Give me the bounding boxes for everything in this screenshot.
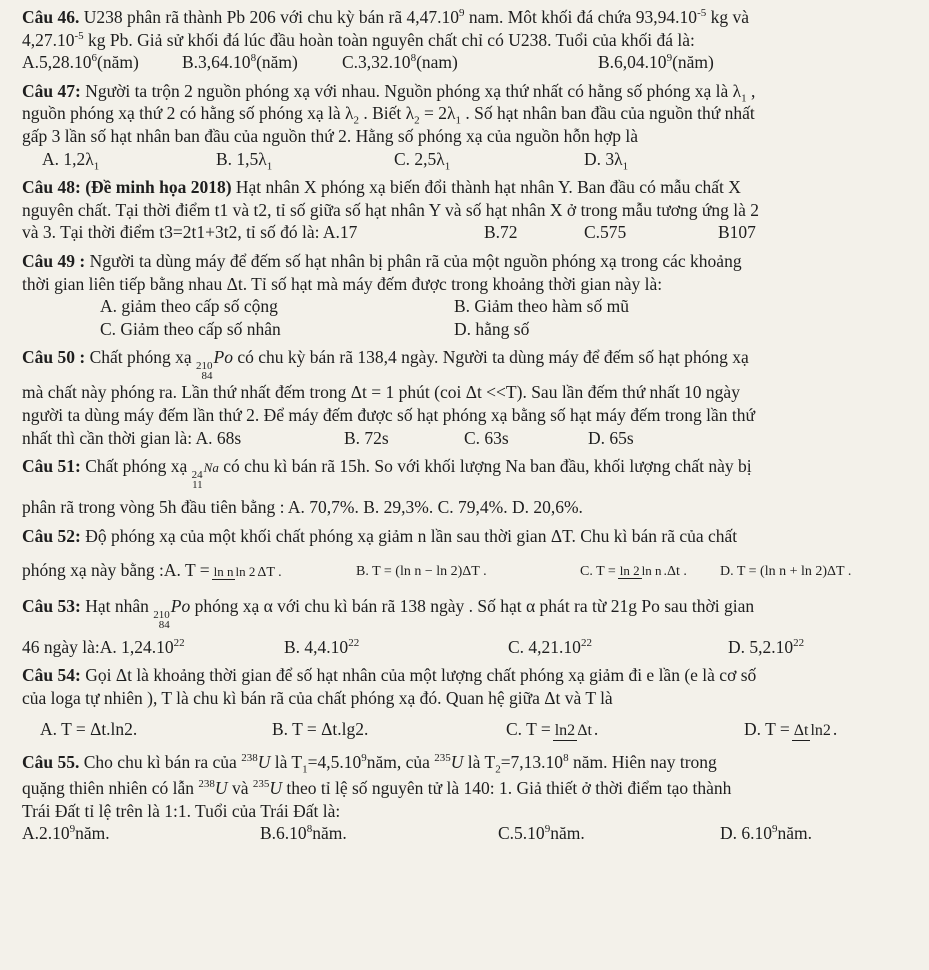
question-number: Câu 47: bbox=[22, 80, 81, 101]
question-52: Câu 52: Độ phóng xạ của một khối chất phóng xạ giảm n lần sau thời gian ΔT. Chu kì bán rã của chất phóng xạ này bằng :A. T =ln n ln 2ΔT . B. T = (ln n − ln 2)ΔT . C. T =ln 2 ln n.Δt . D. T = (ln n + ln 2)ΔT . bbox=[22, 525, 917, 585]
answer-options bbox=[22, 221, 917, 244]
option-d: D. 5,2.10$^{22}$ bbox=[728, 636, 805, 657]
question-47: Câu 47: Người ta trộn 2 nguồn phóng xạ với nhau. Nguồn phóng xạ thứ nhất có hằng số phóng xạ là $\lambda_1$ , nguồn phóng xạ thứ 2 có hằng số phóng xạ là $\lambda_2$ . Biết $\lambda_2 = 2\lambda_1$ . Số hạt nhân ban đầu của nguồn thứ nhất gấp 3 lần số hạt nhân ban đầu của nguồn thứ 2. Hằng số phóng xạ của nguồn hỗn hợp là A. $1,2\lambda_1$ B. $1,5\lambda_1$ C. $2,5\lambda_1$ D. $3\lambda_1$ bbox=[22, 80, 917, 170]
answer-options bbox=[22, 822, 917, 845]
option-c: C.3,32.10$^8$(nam) bbox=[342, 52, 458, 73]
option-a: phóng xạ này bằng :A. T =ln n ln 2ΔT . bbox=[22, 560, 282, 581]
answer-options bbox=[22, 318, 917, 341]
question-51: Câu 51: Chất phóng xạ 24 11 Na có chu kì bán rã 15h. So với khối lượng Na ban đầu, khối lượng chất này bị phân rã trong vòng 5h đầu tiên bằng : A. 70,7%. B. 29,3%. C. 79,4%. D. 20,6%. bbox=[22, 456, 752, 518]
option-c: C. 4,21.10$^{22}$ bbox=[508, 636, 592, 657]
option-b: B.6.10$^8$năm. bbox=[260, 823, 347, 844]
option-c: C.575 bbox=[584, 222, 627, 243]
question-54: Câu 54: Gọi Δt là khoảng thời gian để số hạt nhân của một lượng chất phóng xạ giảm đi e lần (e là cơ số của loga tự nhiên ), T là chu kì bán rã của chất phóng xạ đó. Quan hệ giữa Δt và T là A. T = Δt.ln2. B. T = Δt.lg2. C. T =ln2 Δt. D. T =Δt ln2. bbox=[22, 664, 917, 740]
question-number: Câu 49 : bbox=[22, 250, 86, 271]
option-b: B. Giảm theo hàm số mũ bbox=[454, 296, 629, 317]
option-c: C. 63s bbox=[464, 427, 509, 448]
option-d: D. 6.10$^9$năm. bbox=[720, 823, 813, 844]
question-48: Câu 48: (Đề minh họa 2018) Hạt nhân X phóng xạ biến đổi thành hạt nhân Y. Ban đầu có mẫu chất X nguyên chất. Tại thời điểm t1 và t2, tỉ số giữa số hạt nhân Y và số hạt nhân X ở trong mẫu tương ứng là 2 và 3. Tại thời điểm t3=2t1+3t2, tỉ số đó là: A.17 B.72 C.575 B107 bbox=[22, 176, 917, 244]
question-46: Câu 46. U238 phân rã thành Pb 206 với chu kỳ bán rã 4,47.10$^9$ nam. Môt khối đá chứa $93,94.10^{-5}$ kg và $4,27.10^{-5}$ kg Pb. Giả sử khối đá lúc đầu hoàn toàn nguyên chất chỉ có U238. Tuổi của khối đá là: A.5,28.10$^6$(năm) B.3,64.10$^8$(năm) C.3,32.10$^8$(nam) B.6,04.10$^9$(năm) bbox=[22, 6, 917, 74]
option-a: 46 ngày là:A. 1,24.10$^{22}$ bbox=[22, 636, 185, 657]
option-c: C. T =ln 2 ln n.Δt . bbox=[580, 563, 687, 579]
option-b: B.72 bbox=[484, 222, 518, 243]
option-a: A. giảm theo cấp số cộng bbox=[100, 296, 278, 317]
option-c: C. Giảm theo cấp số nhân bbox=[100, 318, 281, 339]
question-55: Câu 55. Cho chu kì bán ra của $^{238}$U là $T_1=4,5.10^9năm$, của $^{235}$U là $T_2=7,13.10^8$ năm. Hiên nay trong quặng thiên nhiên có lẫn $^{238}$U và $^{235}$U theo tỉ lệ số nguyên tử là 140: 1. Giả thiết ở thời điểm tạo thành Trái Đất tỉ lệ trên là 1:1. Tuổi của Trái Đất là: A.2.10$^9$năm. B.6.10$^8$năm. C.5.10$^9$năm. D. 6.10$^9$năm. bbox=[22, 751, 917, 845]
answer-options bbox=[22, 559, 917, 585]
question-number: Câu 53: bbox=[22, 595, 81, 616]
option-c: C. T =ln2 Δt. bbox=[506, 718, 599, 739]
answer-options bbox=[22, 148, 917, 171]
question-number: Câu 51: bbox=[22, 456, 81, 477]
question-49: Câu 49 : Người ta dùng máy để đếm số hạt nhân bị phân rã của một nguồn phóng xạ trong các khoảng thời gian liên tiếp bằng nhau Δt. Tỉ số hạt mà máy đếm được trong khoảng thời gian này là: A. giảm theo cấp số cộng B. Giảm theo hàm số mũ C. Giảm theo cấp số nhân D. hằng số bbox=[22, 250, 917, 340]
option-d: D. hằng số bbox=[454, 318, 530, 339]
option-a: A. T = Δt.ln2. bbox=[40, 718, 138, 739]
option-d: D. T =Δt ln2. bbox=[744, 718, 838, 739]
option-b: B. 72s bbox=[344, 427, 389, 448]
answer-options bbox=[22, 51, 917, 74]
option-a: A.2.10$^9$năm. bbox=[22, 823, 110, 844]
option-a: nhất thì cần thời gian là: A. 68s bbox=[22, 427, 242, 448]
option-b: B.3,64.10$^8$(năm) bbox=[182, 52, 298, 73]
question-number: Câu 54: bbox=[22, 665, 81, 686]
question-number: Câu 50 : bbox=[22, 347, 86, 368]
answer-options bbox=[22, 295, 917, 318]
question-number: Câu 46. bbox=[22, 7, 80, 27]
answer-options bbox=[22, 636, 917, 659]
answer-options bbox=[22, 427, 917, 450]
answer-options bbox=[22, 718, 917, 741]
isotope-notation: 210 84 bbox=[153, 608, 170, 630]
option-d: B.6,04.10$^9$(năm) bbox=[598, 52, 714, 73]
question-number: Câu 48: (Đề minh họa 2018) bbox=[22, 177, 232, 198]
option-a: A. $1,2\lambda_1$ bbox=[42, 148, 100, 173]
isotope-notation: 24 11 bbox=[191, 469, 203, 491]
option-a: và 3. Tại thời điểm t3=2t1+3t2, tỉ số đó là: A.17 bbox=[22, 222, 358, 243]
option-d: B107 bbox=[718, 222, 756, 243]
option-c: C. $2,5\lambda_1$ bbox=[394, 148, 451, 173]
option-b: B. $1,5\lambda_1$ bbox=[216, 148, 273, 173]
option-d: D. $3\lambda_1$ bbox=[584, 148, 629, 173]
option-c: C.5.10$^9$năm. bbox=[498, 823, 585, 844]
option-d: D. 65s bbox=[588, 427, 634, 448]
option-b: B. T = (ln n − ln 2)ΔT . bbox=[356, 563, 487, 579]
option-d: D. T = (ln n + ln 2)ΔT . bbox=[720, 563, 852, 579]
option-b: B. 4,4.10$^{22}$ bbox=[284, 636, 360, 657]
option-a: A.5,28.10$^6$(năm) bbox=[22, 52, 139, 73]
option-b: B. T = Δt.lg2. bbox=[272, 718, 369, 739]
question-number: Câu 52: bbox=[22, 525, 81, 546]
question-53: Câu 53: Hạt nhân 210 84 Po phóng xạ α với chu kì bán rã 138 ngày . Số hạt α phát ra từ 21g Po sau thời gian 46 ngày là:A. 1,24.10$^{22}$ B. 4,4.10$^{22}$ C. 4,21.10$^{22}$ D. 5,2.10$^{22}$ bbox=[22, 595, 917, 659]
isotope-notation: 210 84 bbox=[196, 360, 213, 382]
question-50: Câu 50 : Chất phóng xạ 210 84 Po có chu kỳ bán rã 138,4 ngày. Người ta dùng máy để đếm số hạt phóng xạ mà chất này phóng ra. Lần thứ nhất đếm trong Δt = 1 phút (coi Δt <<T). Sau lần đếm thứ nhất 10 ngày người ta dùng máy đếm lần thứ 2. Để máy đếm được số hạt phóng xạ bằng số hạt máy đếm trong lần thứ nhất thì cần thời gian là: A. 68s B. 72s C. 63s D. 65s bbox=[22, 346, 917, 449]
question-number: Câu 55. bbox=[22, 751, 80, 772]
